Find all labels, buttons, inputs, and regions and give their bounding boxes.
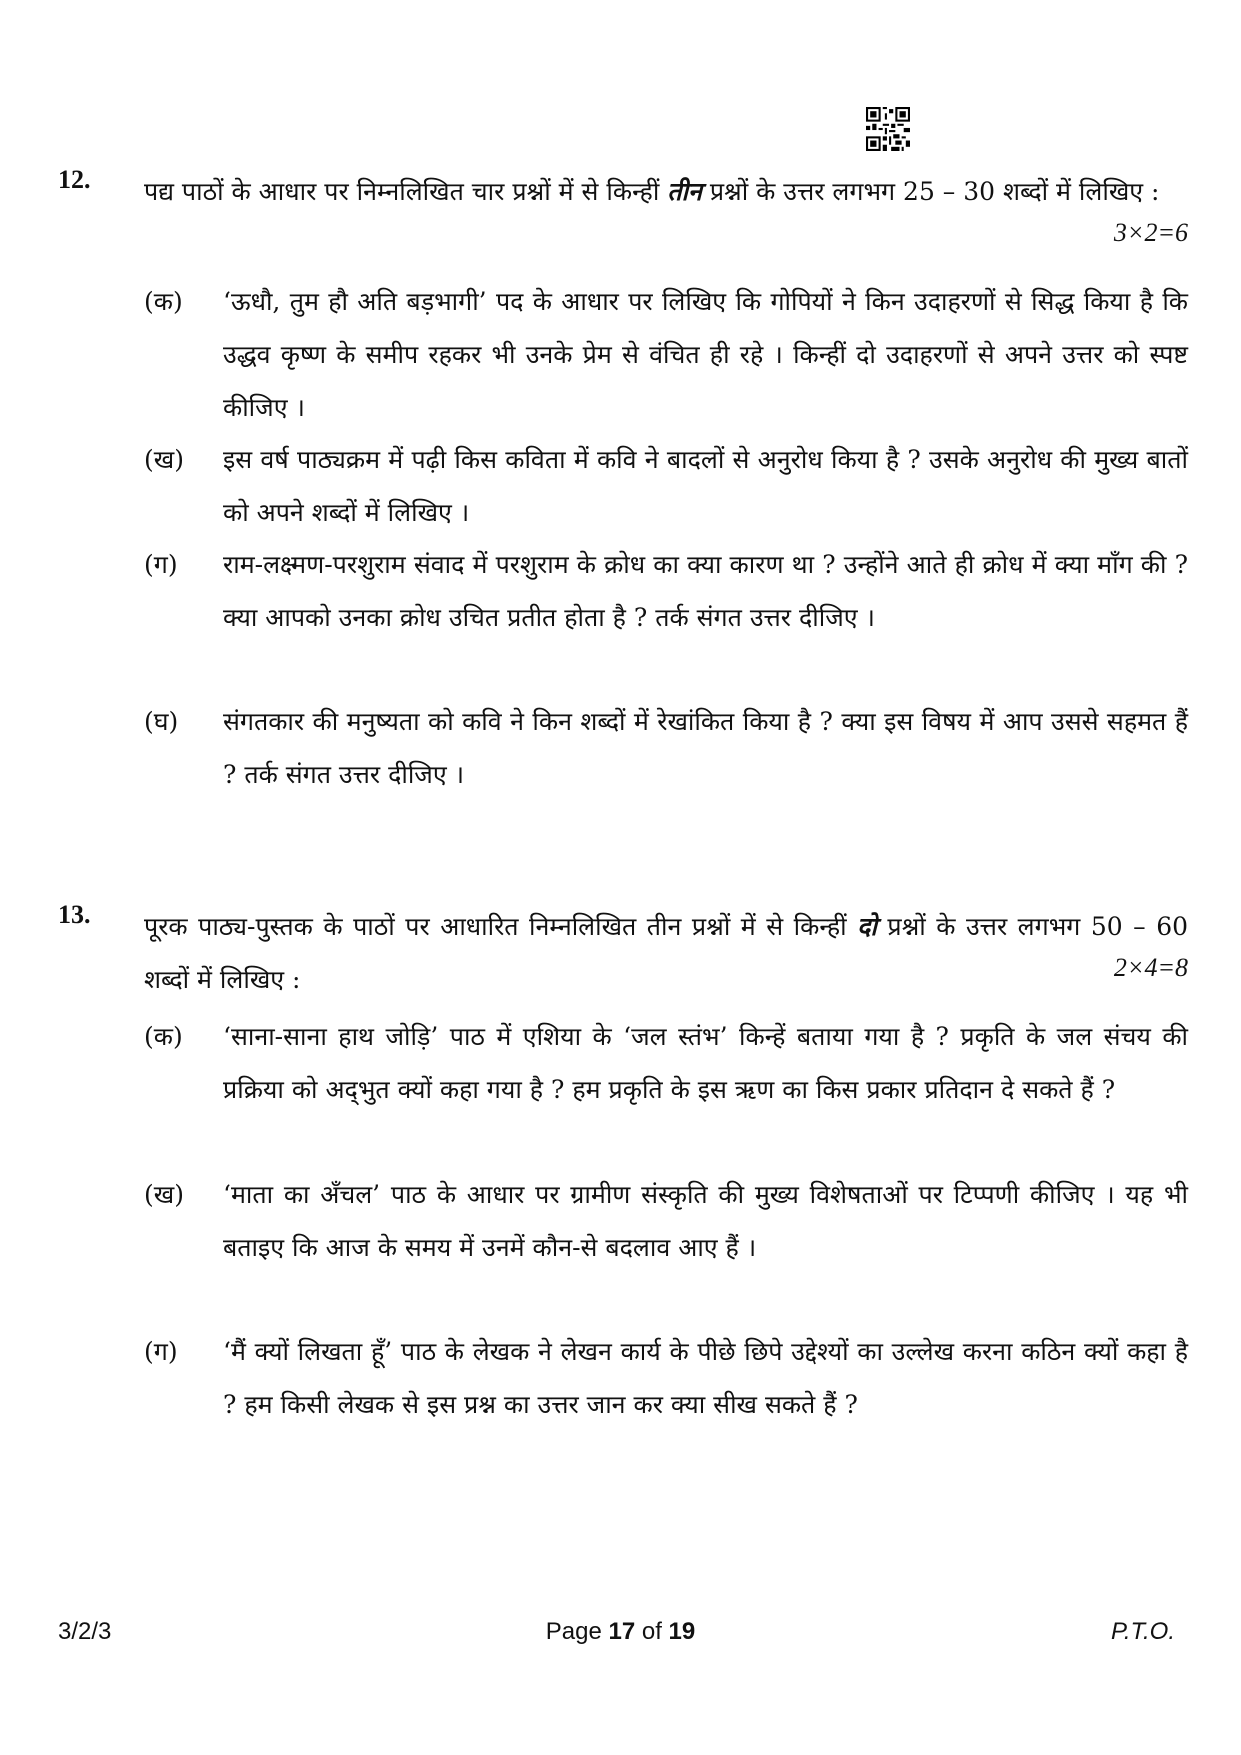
- sub-question-label: (क): [144, 287, 183, 316]
- sub-question-text: ‘ऊधौ, तुम हौ अति बड़भागी’ पद के आधार पर लिखिए कि गोपियों ने किन उदाहरणों से सिद्ध किया है कि उद्धव कृष्ण के समीप रहकर भी उनके प्रेम से वंचित ही रहे । किन्हीं दो उदाहरणों से अपने उत्तर को स्पष्ट कीजिए ।: [223, 287, 1188, 422]
- page-number: Page 17 of 19: [545, 1618, 696, 1645]
- sub-question-text: ‘मैं क्यों लिखता हूँ’ पाठ के लेखक ने लेखन कार्य के पीछे छिपे उद्देश्यों का उल्लेख करना कठिन क्यों कहा है ? हम किसी लेखक से इस प्रश्न का उत्तर जान कर क्या सीख सकते हैं ?: [223, 1337, 1188, 1419]
- question-number: 12.: [58, 165, 91, 194]
- sub-question-text: संगतकार की मनुष्यता को कवि ने किन शब्दों में रेखांकित किया है ? क्या इस विषय में आप उससे सहमत हैं ? तर्क संगत उत्तर दीजिए ।: [223, 707, 1188, 789]
- sub-question-label: (ख): [144, 445, 184, 474]
- sub-question-label: (घ): [144, 707, 179, 736]
- sub-question-text: इस वर्ष पाठ्यक्रम में पढ़ी किस कविता में कवि ने बादलों से अनुरोध किया है ? उसके अनुरोध की मुख्य बातों को अपने शब्दों में लिखिए ।: [223, 445, 1188, 527]
- sub-question-label: (ग): [144, 550, 178, 579]
- marks-allocation: 3×2=6: [1113, 218, 1188, 247]
- question-number: 13.: [58, 900, 91, 929]
- question-intro: पूरक पाठ्य-पुस्तक के पाठों पर आधारित निम्नलिखित तीन प्रश्नों में से किन्हीं दो प्रश्नों के उत्तर लगभग 50 – 60 शब्दों में लिखिए :: [144, 912, 1188, 994]
- question-intro: पद्य पाठों के आधार पर निम्नलिखित चार प्रश्नों में से किन्हीं तीन प्रश्नों के उत्तर लगभग 25 – 30 शब्दों में लिखिए :: [144, 177, 1160, 206]
- emphasis-word: दो: [857, 912, 877, 941]
- paper-code: 3/2/3: [58, 1618, 112, 1645]
- sub-question-text: ‘साना-साना हाथ जोड़ि’ पाठ में एशिया के ‘जल स्तंभ’ किन्हें बताया गया है ? प्रकृति के जल संचय की प्रक्रिया को अद्‌भुत क्यों कहा गया है ? हम प्रकृति के इस ऋण का किस प्रकार प्रतिदान दे सकते हैं ?: [223, 1022, 1188, 1104]
- marks-allocation: 2×4=8: [1113, 953, 1188, 982]
- sub-question-label: (क): [144, 1022, 183, 1051]
- sub-question-label: (ख): [144, 1180, 184, 1209]
- qr-code-icon: [866, 107, 910, 151]
- emphasis-word: तीन: [667, 177, 702, 206]
- sub-question-text: ‘माता का अँचल’ पाठ के आधार पर ग्रामीण संस्कृति की मुख्य विशेषताओं पर टिप्पणी कीजिए । यह भी बताइए कि आज के समय में उनमें कौन-से बदलाव आए हैं ।: [223, 1180, 1188, 1262]
- sub-question-text: राम-लक्ष्मण-परशुराम संवाद में परशुराम के क्रोध का क्या कारण था ? उन्होंने आते ही क्रोध में क्या माँग की ? क्या आपको उनका क्रोध उचित प्रतीत होता है ? तर्क संगत उत्तर दीजिए ।: [223, 550, 1188, 632]
- sub-question-label: (ग): [144, 1337, 178, 1366]
- please-turn-over: P.T.O.: [1110, 1618, 1175, 1645]
